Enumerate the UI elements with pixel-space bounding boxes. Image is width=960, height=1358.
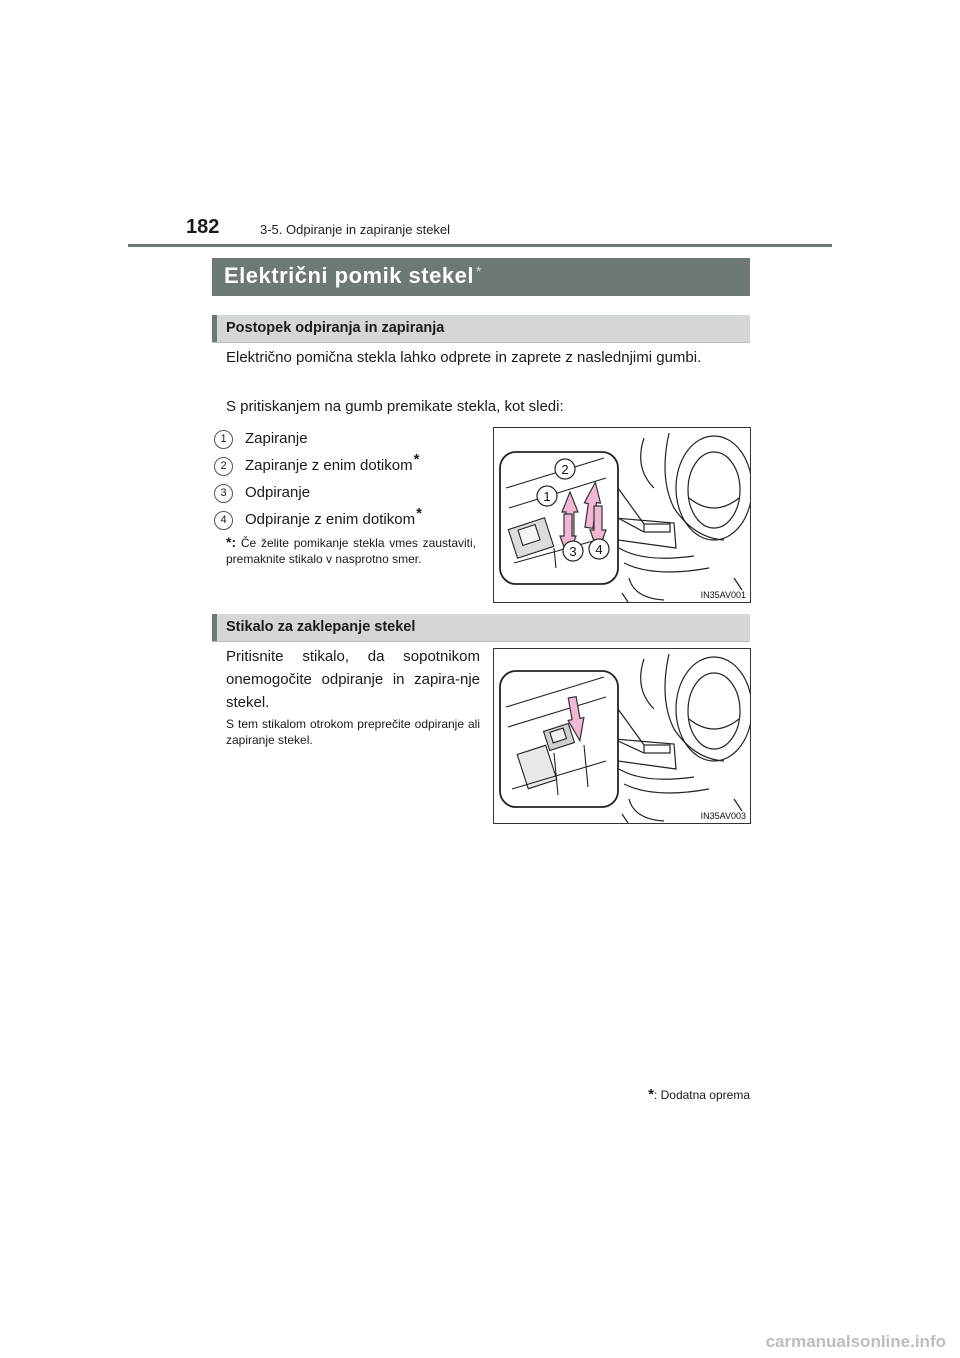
list-item-label: Zapiranje z enim dotikom [245, 457, 413, 474]
svg-text:4: 4 [595, 542, 603, 557]
list-item-label: Odpiranje z enim dotikom [245, 511, 416, 528]
step-number-badge: 3 [214, 484, 233, 503]
section-heading-text: Postopek odpiranja in zapiranja [226, 320, 445, 336]
section-header-title: 3-5. Odpiranje in zapiranje stekel [260, 222, 451, 237]
heading-accent-bar [212, 315, 217, 342]
heading-accent-bar [212, 614, 217, 641]
figure-code: IN35AV001 [700, 590, 746, 600]
section-heading-text: Stikalo za zaklepanje stekel [226, 619, 416, 635]
step-number-badge: 4 [214, 511, 233, 530]
footnote-note [226, 534, 476, 567]
lock-switch-paragraph: Pritisnite stikalo, da sopotnikom onemogočite odpiranje in zapira-nje stekel. [226, 648, 480, 711]
note-text: Če želite pomikanje stekla vmes zaustaviti, premaknite stikalo v nasprotno smer. [226, 536, 476, 566]
svg-text:2: 2 [561, 462, 569, 477]
optional-equipment-marker: * [475, 263, 482, 279]
lock-switch-illustration [494, 649, 750, 823]
instruction-paragraph: S pritiskanjem na gumb premikate stekla, kot sledi: [226, 398, 564, 415]
optional-marker: * [416, 505, 422, 522]
list-item [214, 478, 311, 500]
footnote-text: : Dodatna oprema [653, 1088, 750, 1102]
svg-text:3: 3 [569, 544, 577, 559]
main-section-banner [212, 258, 750, 296]
page-number: 182 [186, 216, 220, 238]
section-heading-lock-switch [212, 614, 750, 642]
intro-paragraph: Električno pomična stekla lahko odprete in zaprete z naslednjimi gumbi. [226, 349, 702, 366]
window-switch-illustration [494, 428, 750, 602]
watermark-text: carmanualsonline.info [765, 1332, 946, 1351]
optional-equipment-footnote [648, 1086, 750, 1103]
list-item [214, 451, 419, 473]
section-heading-operation [212, 315, 750, 343]
list-item [214, 424, 309, 446]
list-item [214, 505, 422, 527]
main-section-title: Električni pomik stekel [224, 263, 474, 288]
step-number-badge: 1 [214, 430, 233, 449]
optional-marker: * [413, 451, 420, 468]
lock-switch-figure [493, 648, 751, 824]
svg-text:1: 1 [543, 489, 551, 504]
list-item-label: Zapiranje [245, 430, 308, 447]
lock-switch-subtext: S tem stikalom otrokom preprečite odpiranje ali zapiranje stekel. [226, 717, 480, 747]
note-marker: *: [226, 534, 237, 550]
header-divider [128, 244, 832, 247]
step-number-badge: 2 [214, 457, 233, 476]
footnote-marker: * [648, 1086, 654, 1103]
list-item-label: Odpiranje [245, 484, 311, 501]
window-switch-figure [493, 427, 751, 603]
figure-code: IN35AV003 [700, 811, 746, 821]
